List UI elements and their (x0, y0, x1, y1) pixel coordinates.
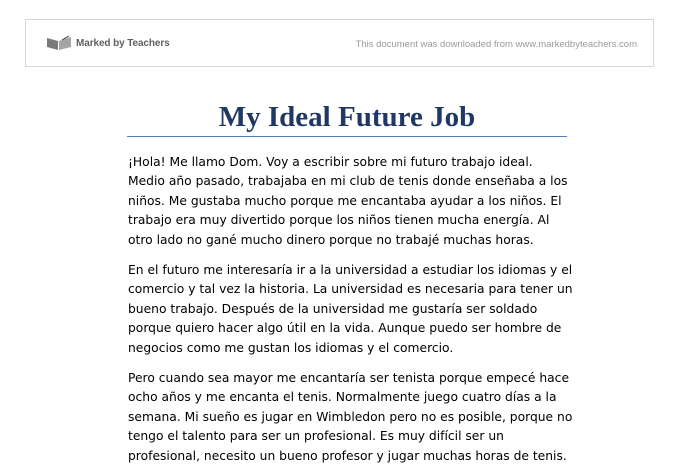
title-underline (127, 136, 567, 137)
marked-by-teachers-logo-icon (46, 35, 72, 51)
download-note: This document was downloaded from www.markedbyteachers.com (355, 39, 637, 50)
logo-text: Marked by Teachers (76, 37, 170, 49)
watermark-header (25, 19, 654, 67)
document-title: My Ideal Future Job (218, 101, 476, 133)
paragraph: En el futuro me interesaría ir a la universidad a estudiar los idiomas y el comercio y tal vez la historia. La universidad es necesaria para tener un bueno trabajo. Después de la universidad me gustaría ser soldado porque quiero hacer algo útil en la vida. Aunque puedo ser hombre de negocios como me gustan los idiomas y el comercio. (128, 263, 573, 355)
paragraph: Pero cuando sea mayor me encantaría ser tenista porque empecé hace ocho años y me encanta el tenis. Normalmente juego cuatro días a la semana. Mi sueño es jugar en Wimbledon pero no es posible, porque no tengo el talento para ser un profesional. Es muy difícil ser un profesional, necesito un bueno profesor y jugar muchas horas de tenis. (128, 371, 573, 463)
document-body (128, 153, 573, 471)
paragraph: ¡Hola! Me llamo Dom. Voy a escribir sobre mi futuro trabajo ideal. Medio año pasado, trabajaba en mi club de tenis donde enseñaba a los niños. Me gustaba mucho porque me encantaba ayudar a los niños. El trabajo era muy divertido porque los niños tienen mucha energía. Al otro lado no gané mucho dinero porque no trabajé muchas horas. (128, 155, 568, 247)
logo (46, 35, 170, 51)
